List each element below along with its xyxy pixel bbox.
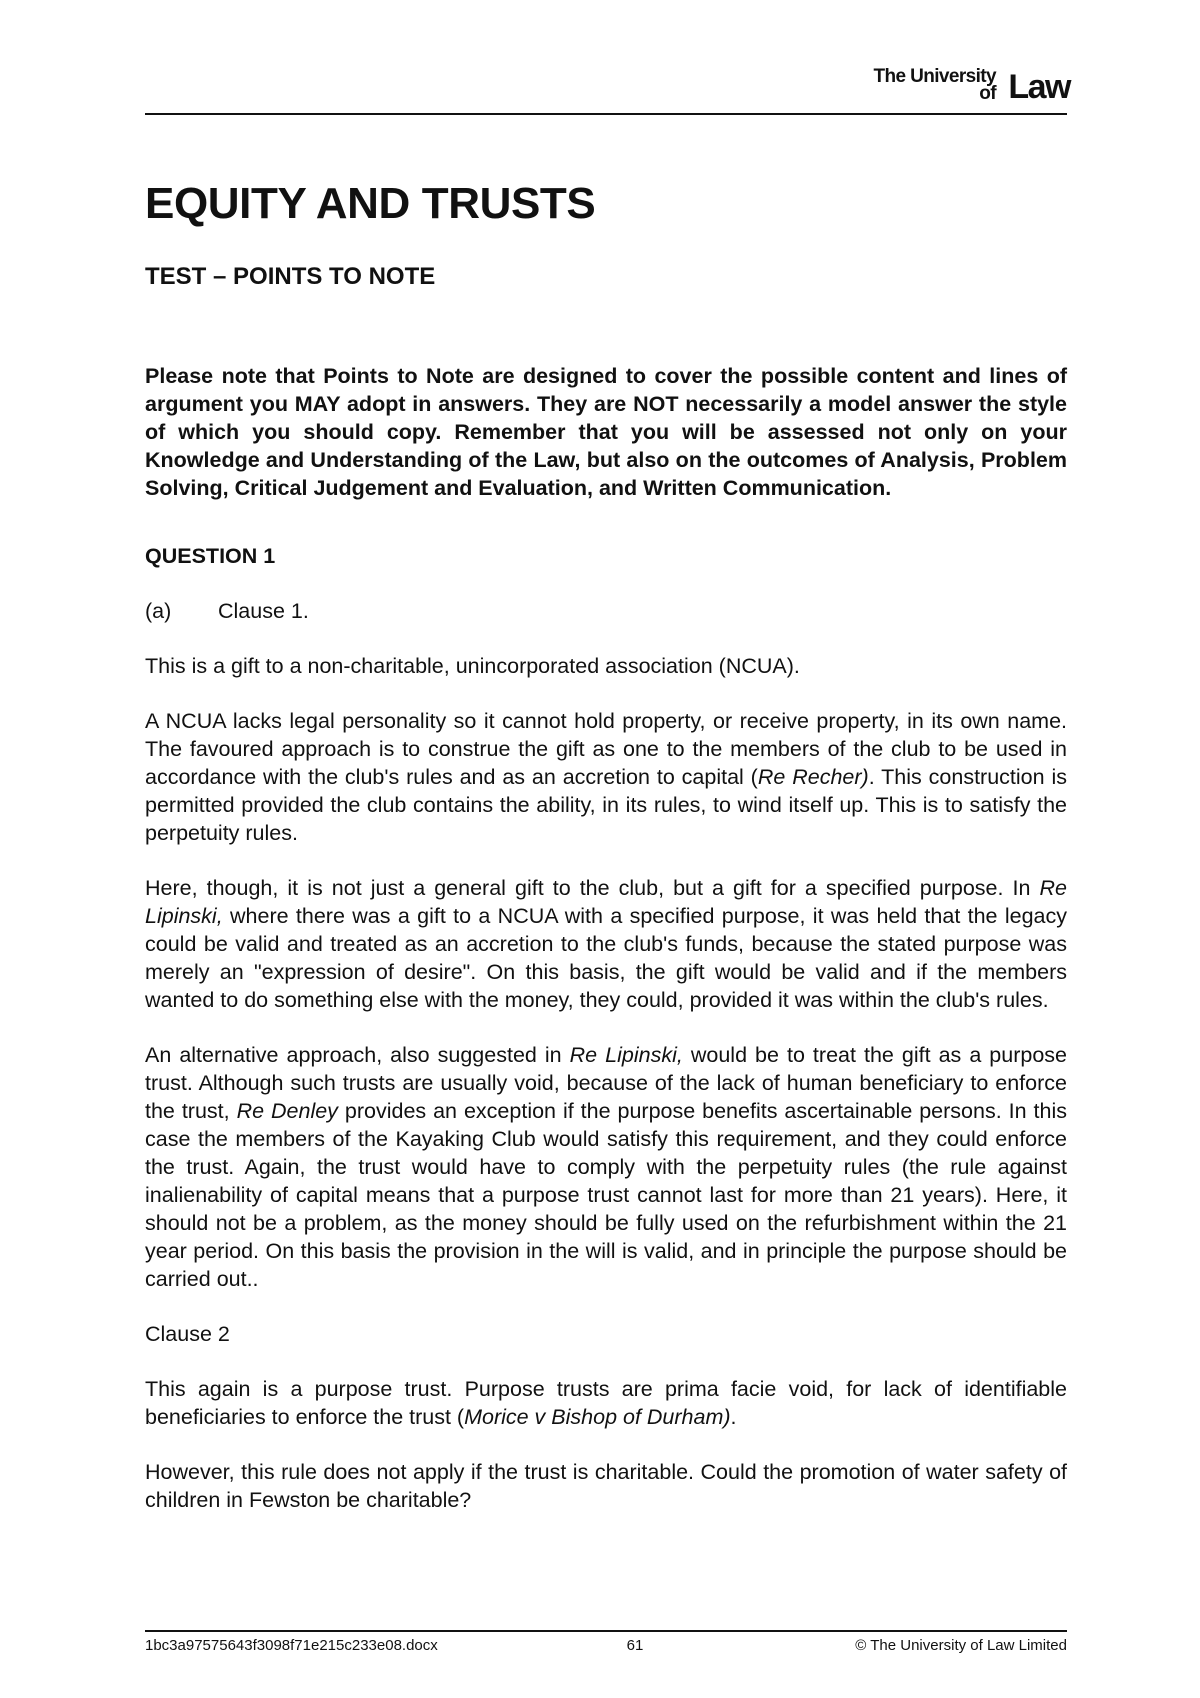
paragraph-4-text-a: An alternative approach, also suggested in	[145, 1043, 570, 1067]
paragraph-3-text-a: Here, though, it is not just a general gift to the club, but a gift for a specified purpose. In	[145, 876, 1040, 900]
paragraph-6: However, this rule does not apply if the trust is charitable. Could the promotion of water safety of children in Fewston be charitable?	[145, 1460, 1067, 1512]
paragraph-2-text-a: A NCUA lacks legal personality so it cannot hold property, or receive property, in its own name. The favoured approach is to construe the gift as one to the members of the club to be used in accordance with the club's rules and as an accretion to capital (	[145, 709, 1067, 789]
paragraph-3	[145, 874, 1067, 1014]
paragraph-5	[145, 1375, 1067, 1431]
paragraph-2-text-b: . This construction is permitted provided the club contains the ability, in its rules, to wind itself up. This is to satisfy the perpetuity rules.	[145, 765, 1067, 845]
page-footer	[145, 1637, 1067, 1657]
case-morice-v-bishop: Morice v Bishop of Durham)	[464, 1405, 731, 1429]
footer-rule	[145, 1630, 1067, 1632]
paragraph-2	[145, 707, 1067, 847]
case-re-denley: Re Denley	[236, 1099, 338, 1123]
logo-line-2: of	[979, 83, 996, 104]
paragraph-5-text-a: This again is a purpose trust. Purpose trusts are prima facie void, for lack of identifiable beneficiaries to enforce the trust (	[145, 1377, 1067, 1429]
paragraph-4	[145, 1041, 1067, 1293]
clause-a-text: Clause 1.	[218, 599, 309, 623]
document-title: EQUITY AND TRUSTS	[145, 179, 596, 228]
case-re-recher: Re Recher)	[757, 765, 869, 789]
paragraph-3-text-b: where there was a gift to a NCUA with a specified purpose, it was held that the legacy could be valid and treated as an accretion to the club's funds, because the stated purpose was merely an "expression of desire". On this basis, the gift would be valid and if the members wanted to do something else with the money, they could, provided it was within the club's rules.	[145, 904, 1067, 1012]
intro-paragraph: Please note that Points to Note are designed to cover the possible content and lines of argument you MAY adopt in answers. They are NOT necessarily a model answer the style of which you should copy. Remember that you will be assessed not only on your Knowledge and Understanding of the Law, but also on the outcomes of Analysis, Problem Solving, Critical Judgement and Evaluation, and Written Communication.	[145, 364, 1067, 500]
case-re-lipinski: Re Lipinski,	[145, 876, 1067, 928]
logo-line-3: Law	[1008, 68, 1070, 106]
paragraph-4-text-c: provides an exception if the purpose benefits ascertainable persons. In this case the members of the Kayaking Club would satisfy this requirement, and they could enforce the trust. Again, the trust would have to comply with the perpetuity rules (the rule against inalienability of capital means that a purpose trust cannot last for more than 21 years). Here, it should not be a problem, as the money should be fully used on the refurbishment within the 21 year period. On this basis the provision in the will is valid, and in principle the purpose should be carried out..	[145, 1099, 1067, 1291]
header-rule	[145, 113, 1067, 115]
university-logo	[860, 66, 1070, 110]
paragraph-1: This is a gift to a non-charitable, unincorporated association (NCUA).	[145, 654, 800, 678]
clause-2-heading: Clause 2	[145, 1322, 230, 1346]
footer-copyright: © The University of Law Limited	[855, 1637, 1067, 1654]
clause-a-line	[145, 597, 1067, 625]
case-re-lipinski-2: Re Lipinski,	[569, 1043, 683, 1067]
document-body	[145, 362, 1067, 1514]
paragraph-5-text-b: .	[730, 1405, 737, 1429]
document-subtitle: TEST – POINTS TO NOTE	[145, 263, 436, 290]
question-heading: QUESTION 1	[145, 544, 276, 568]
clause-a-label: (a)	[145, 599, 172, 623]
footer-filename: 1bc3a97575643f3098f71e215c233e08.docx	[145, 1637, 438, 1654]
logo-line-1: The University	[873, 66, 996, 87]
footer-page-number: 61	[626, 1637, 644, 1654]
paragraph-4-text-b: would be to treat the gift as a purpose trust. Although such trusts are usually void, because of the lack of human beneficiary to enforce the trust,	[145, 1043, 1067, 1123]
